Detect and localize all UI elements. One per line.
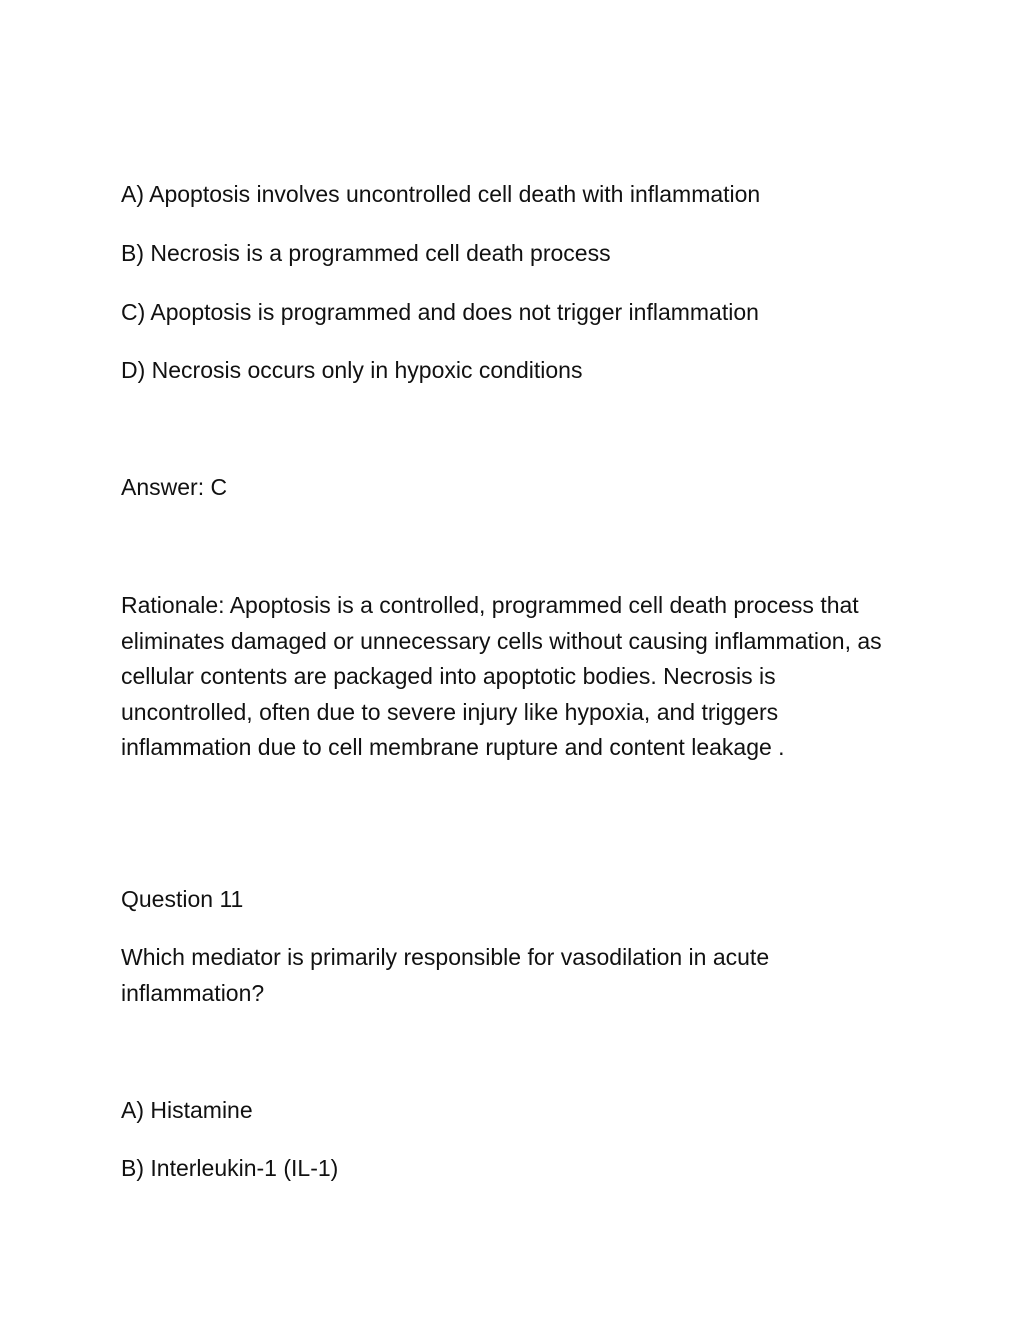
q10-option-c: C) Apoptosis is programmed and does not trigger inflammation	[121, 299, 759, 325]
q10-option-a: A) Apoptosis involves uncontrolled cell death with inflammation	[121, 181, 761, 207]
q10-rationale: Rationale: Apoptosis is a controlled, programmed cell death process that eliminates damaged or unnecessary cells without causing inflammation, as cellular contents are packaged into apoptotic bodies. Necrosis is uncontrolled, often due to severe injury like hypoxia, and triggers inflammation due to cell membrane rupture and content leakage .	[121, 592, 882, 760]
q11-option-b: B) Interleukin-1 (IL-1)	[121, 1155, 339, 1181]
q10-option-b: B) Necrosis is a programmed cell death process	[121, 240, 611, 266]
q10-answer: Answer: C	[121, 474, 228, 500]
q11-option-a: A) Histamine	[121, 1097, 253, 1123]
q10-option-d: D) Necrosis occurs only in hypoxic conditions	[121, 357, 583, 383]
q11-heading: Question 11	[121, 886, 244, 912]
q11-prompt: Which mediator is primarily responsible for vasodilation in acute inflammation?	[121, 944, 770, 1006]
